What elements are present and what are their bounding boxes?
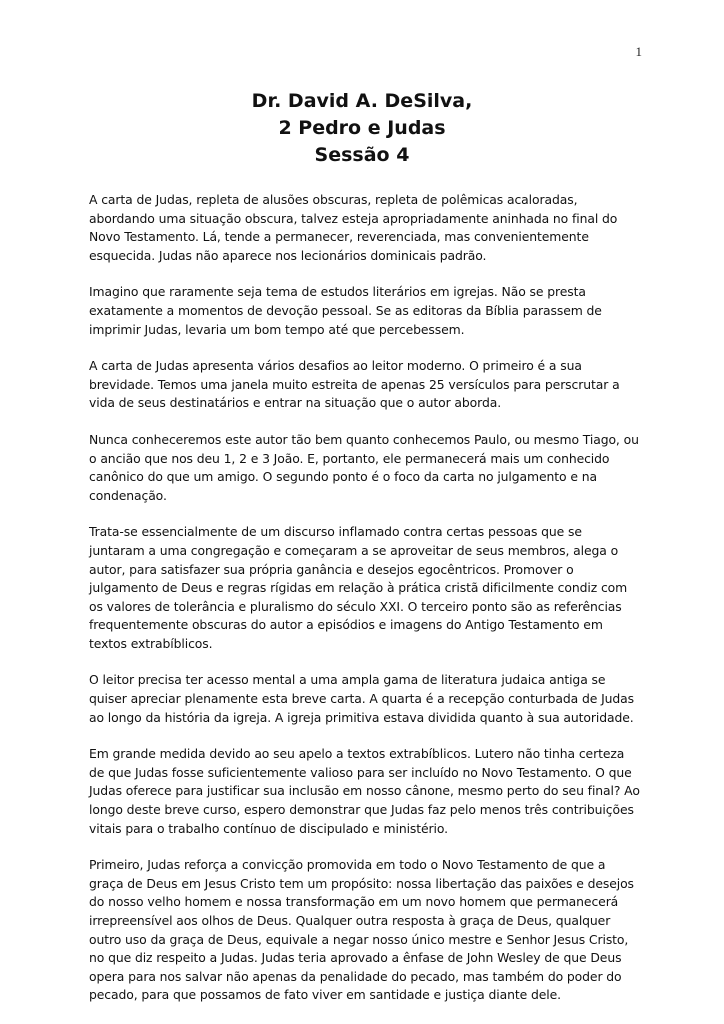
page-number: 1 [635, 44, 642, 59]
title-author: Dr. David A. DeSilva, [251, 90, 473, 112]
paragraph: Primeiro, Judas reforça a convicção promovida em todo o Novo Testamento de que a graça de Deus em Jesus Cristo tem um propósito: nossa libertação das paixões e desejos do nosso velho homem e nossa transformação em um novo homem que permanecerá irrepreensível aos olhos de Deus. Qualquer outra resposta à graça de Deus, qualquer outro uso da graça de Deus, equivale a negar nosso único mestre e Senhor Jesus Cristo, no que diz respeito a Judas. Judas teria aprovado a ênfase de John Wesley de que Deus opera para nos salvar não apenas da penalidade do pecado, mas também do poder do pecado, para que possamos de fato viver em santidade e justiça diante dele. [89, 857, 634, 1003]
paragraph: O leitor precisa ter acesso mental a uma ampla gama de literatura judaica antiga se quiser apreciar plenamente esta breve carta. A quarta é a recepção conturbada de Judas ao longo da história da igreja. A igreja primitiva estava dividida quanto à sua autoridade. [89, 672, 635, 725]
paragraph: Imagino que raramente seja tema de estudos literários em igrejas. Não se presta exatamente a momentos de devoção pessoal. Se as editoras da Bíblia parassem de imprimir Judas, levaria um bom tempo até que percebessem. [89, 284, 602, 337]
paragraph: A carta de Judas apresenta vários desafios ao leitor moderno. O primeiro é a sua brevidade. Temos uma janela muito estreita de apenas 25 versículos para perscrutar a vida de seus destinatários e entrar na situação que o autor aborda. [89, 358, 620, 411]
document-body [89, 191, 641, 1023]
paragraph: A carta de Judas, repleta de alusões obscuras, repleta de polêmicas acaloradas, abordando uma situação obscura, talvez esteja apropriadamente aninhada no final do Novo Testamento. Lá, tende a permanecer, reverenciada, mas convenientemente esquecida. Judas não aparece nos lecionários dominicais padrão. [89, 192, 618, 263]
title-book: 2 Pedro e Judas [278, 117, 446, 139]
paragraph: Nunca conheceremos este autor tão bem quanto conhecemos Paulo, ou mesmo Tiago, ou o ancião que nos deu 1, 2 e 3 João. E, portanto, ele permanecerá mais um conhecido canônico do que um amigo. O segundo ponto é o foco da carta no julgamento e na condenação. [89, 431, 639, 503]
paragraph: Em grande medida devido ao seu apelo a textos extrabíblicos. Lutero não tinha certeza de que Judas fosse suficientemente valioso para ser incluído no Novo Testamento. O que Judas oferece para justificar sua inclusão em nosso cânone, mesmo perto do seu final? Ao longo deste breve curso, espero demonstrar que Judas faz pelo menos três contribuições vitais para o trabalho contínuo de discipulado e ministério. [89, 746, 640, 836]
paragraph: Trata-se essencialmente de um discurso inflamado contra certas pessoas que se juntaram a uma congregação e começaram a se aproveitar de seus membros, alega o autor, para satisfazer sua própria ganância e desejos egocêntricos. Promover o julgamento de Deus e regras rígidas em relação à prática cristã dificilmente condiz com os valores de tolerância e pluralismo do século XXI. O terceiro ponto são as referências frequentemente obscuras do autor a episódios e imagens do Antigo Testamento em textos extrabíblicos. [89, 524, 628, 651]
document-title [0, 88, 724, 169]
title-session: Sessão 4 [314, 144, 410, 166]
